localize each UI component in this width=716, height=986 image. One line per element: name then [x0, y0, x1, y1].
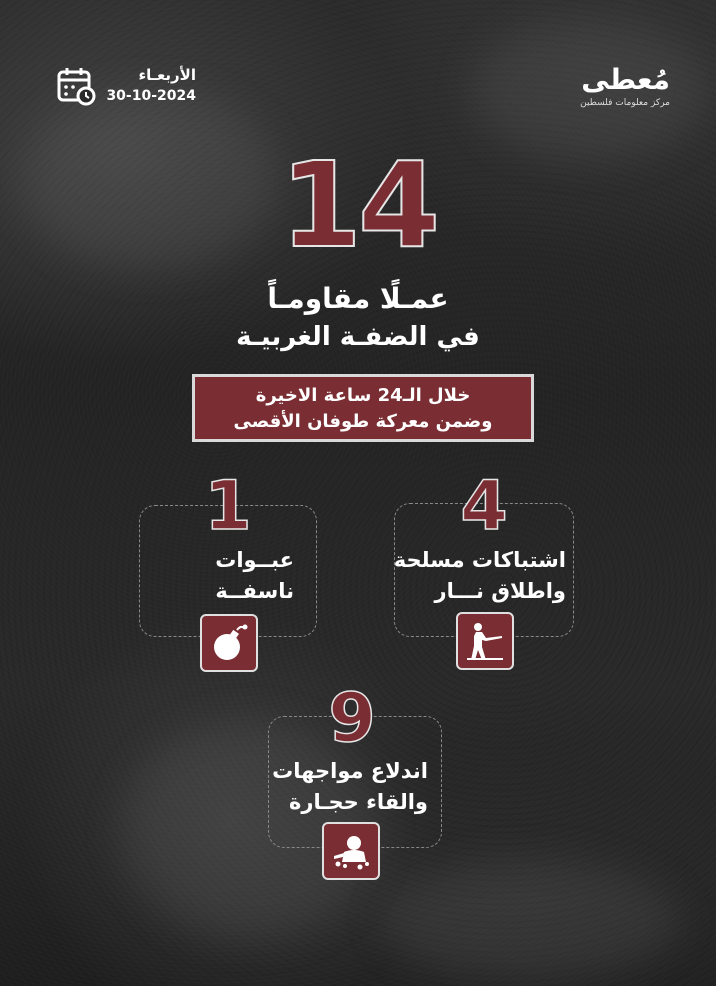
period-banner — [192, 374, 534, 442]
stat-label-explosives-line1: عبــوات — [215, 548, 294, 572]
headline-line-1: عمـلًا مقاومـاً — [267, 282, 449, 315]
banner-line-1: خلال الـ24 ساعة الاخيرة — [255, 385, 471, 406]
total-count: 14 — [279, 136, 437, 274]
logo-tagline: مركز معلومات فلسطين — [580, 98, 670, 108]
stat-icon-box-clashes — [456, 612, 514, 670]
rifleman-icon — [464, 620, 506, 662]
stat-label-confrontations-line1: اندلاع مواجهات — [272, 759, 428, 783]
banner-line-2: وضمن معركة طوفان الأقصى — [233, 411, 493, 432]
stat-icon-box-explosives — [200, 614, 258, 672]
stat-label-clashes-line2: واطلاق نـــار — [434, 579, 566, 603]
calendar-icon — [56, 66, 96, 106]
stat-icon-box-confrontations — [322, 822, 380, 880]
stat-value-confrontations: 9 — [328, 679, 376, 758]
bomb-icon — [208, 622, 250, 664]
headline-line-2: في الضفـة الغربيـة — [236, 322, 480, 352]
logo-name: مُعطى — [581, 63, 670, 96]
stone-thrower-icon — [330, 830, 372, 872]
date-label: 30-10-2024 — [106, 88, 196, 104]
stat-label-confrontations-line2: والقاء حجـارة — [288, 790, 428, 814]
stat-value-explosives: 1 — [204, 467, 252, 546]
brand-logo — [560, 64, 670, 108]
stat-label-explosives-line2: ناسفــة — [215, 579, 294, 603]
stat-value-clashes: 4 — [460, 467, 508, 546]
background-smoke — [380, 860, 680, 980]
stat-label-clashes-line1: اشتباكات مسلحة — [393, 548, 566, 572]
day-label: الأربعـاء — [138, 66, 196, 84]
date-block — [56, 64, 196, 108]
